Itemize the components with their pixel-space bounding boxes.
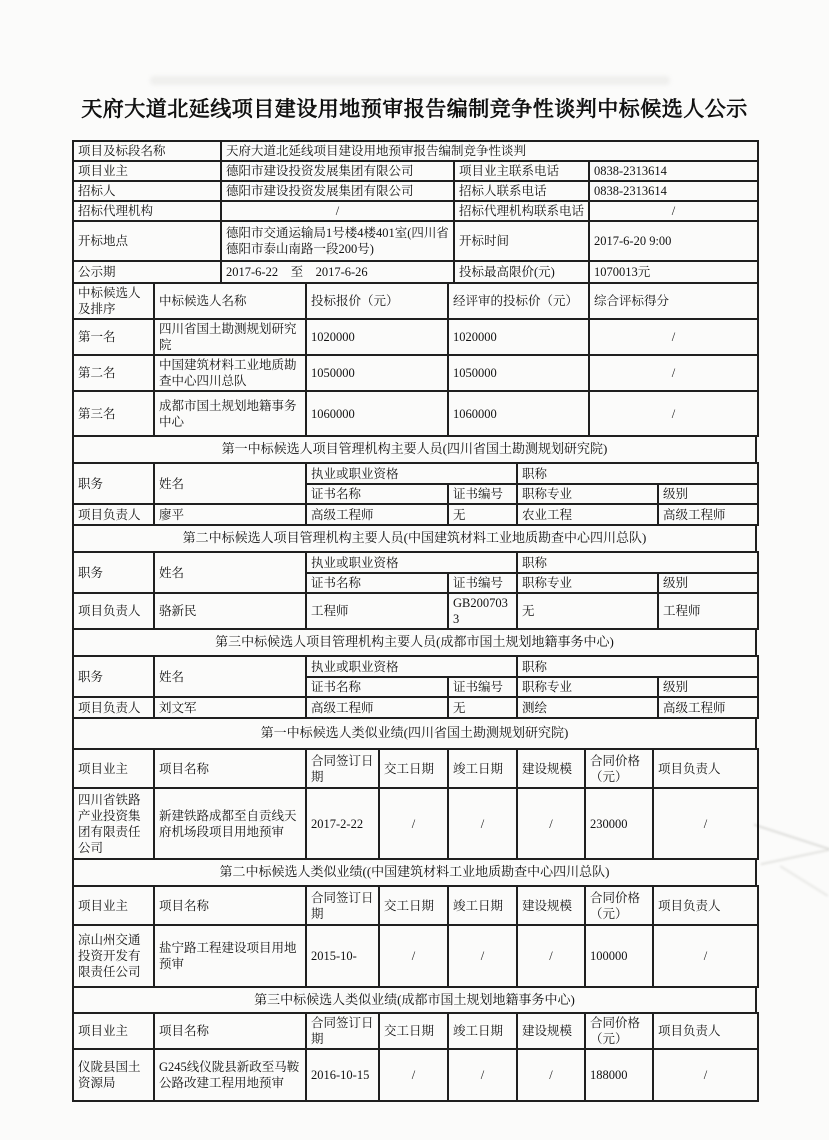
table-row [73, 181, 758, 201]
column-header: 项目负责人 [653, 1013, 758, 1049]
table-row [73, 201, 758, 221]
column-header: 中标候选人及排序 [73, 283, 154, 319]
person-duty: 项目负责人 [73, 504, 154, 525]
table-header-row [73, 552, 758, 573]
info-label: 开标时间 [454, 221, 589, 261]
candidate-name: 中国建筑材料工业地质勘查中心四川总队 [154, 355, 306, 391]
section-title: 第二中标候选人类似业绩((中国建筑材料工业地质勘查中心四川总队) [73, 859, 756, 886]
candidate-evaluated-bid: 1050000 [448, 355, 589, 391]
table-row [73, 504, 758, 525]
column-header: 职称 [517, 463, 758, 484]
performance-table-1 [72, 748, 759, 860]
person-duty: 项目负责人 [73, 593, 154, 629]
info-label: 招标人 [73, 181, 221, 201]
performance-manager: / [653, 1049, 758, 1101]
performance-project: 新建铁路成都至自贡线天府机场段项目用地预审 [154, 788, 306, 859]
personnel-table-2 [72, 551, 759, 630]
column-header: 证书名称 [306, 573, 448, 593]
notice-table [72, 140, 757, 1102]
candidate-evaluated-bid: 1020000 [448, 319, 589, 355]
performance-table-2 [72, 885, 759, 988]
info-label: 招标代理机构 [73, 201, 221, 221]
column-header: 职务 [73, 463, 154, 504]
scan-smudge-artifact [150, 76, 670, 85]
info-value: / [221, 201, 454, 221]
section-header-table [72, 628, 757, 657]
person-cert-no: GB2007033 [448, 593, 517, 629]
info-label: 公示期 [73, 261, 221, 283]
column-header: 项目名称 [154, 886, 306, 925]
paper-crease-artifact [780, 865, 829, 896]
column-header: 职称专业 [517, 573, 658, 593]
performance-project: G245线仪陇县新政至马鞍公路改建工程用地预审 [154, 1049, 306, 1101]
info-label: 投标最高限价(元) [454, 261, 589, 283]
paper-crease-artifact [754, 824, 829, 851]
performance-completion-date: / [448, 925, 517, 987]
candidate-evaluated-bid: 1060000 [448, 391, 589, 436]
column-header: 证书名称 [306, 484, 448, 504]
table-row [73, 697, 758, 718]
table-row [73, 261, 758, 283]
column-header: 经评审的投标价（元） [448, 283, 589, 319]
person-level: 高级工程师 [658, 504, 758, 525]
column-header: 合同签订日期 [306, 886, 379, 925]
section-header-row [73, 987, 756, 1013]
column-header: 竣工日期 [448, 886, 517, 925]
info-label: 开标地点 [73, 221, 221, 261]
column-header: 执业或职业资格 [306, 552, 517, 573]
column-header: 证书编号 [448, 677, 517, 697]
table-header-row [73, 463, 758, 484]
table-row [73, 1049, 758, 1101]
performance-completion-date: / [448, 1049, 517, 1101]
info-value: 2017-6-20 9:00 [589, 221, 758, 261]
column-header: 中标候选人名称 [154, 283, 306, 319]
page-title: 天府大道北延线项目建设用地预审报告编制竞争性谈判中标候选人公示 [81, 97, 748, 121]
person-level: 工程师 [658, 593, 758, 629]
person-cert-no: 无 [448, 504, 517, 525]
section-header-table [72, 986, 757, 1014]
person-cert-name: 高级工程师 [306, 504, 448, 525]
column-header: 建设规模 [517, 1013, 585, 1049]
performance-scale: / [517, 1049, 585, 1101]
personnel-table-1 [72, 462, 759, 526]
column-header: 职务 [73, 552, 154, 593]
info-label: 招标代理机构联系电话 [454, 201, 589, 221]
column-header: 竣工日期 [448, 1013, 517, 1049]
column-header: 项目名称 [154, 1013, 306, 1049]
candidate-name: 成都市国土规划地籍事务中心 [154, 391, 306, 436]
section-title: 第一中标候选人项目管理机构主要人员(四川省国土勘测规划研究院) [73, 436, 756, 463]
info-label: 项目业主 [73, 161, 221, 181]
section-title: 第三中标候选人项目管理机构主要人员(成都市国土规划地籍事务中心) [73, 629, 756, 656]
column-header: 合同价格（元） [585, 749, 653, 788]
performance-handover-date: / [379, 925, 448, 987]
info-value: 天府大道北延线项目建设用地预审报告编制竞争性谈判 [221, 141, 758, 161]
candidate-name: 四川省国土勘测规划研究院 [154, 319, 306, 355]
performance-price: 188000 [585, 1049, 653, 1101]
table-row [73, 593, 758, 629]
section-title: 第二中标候选人项目管理机构主要人员(中国建筑材料工业地质勘查中心四川总队) [73, 525, 756, 552]
candidate-bid: 1050000 [306, 355, 448, 391]
info-value: 德阳市交通运输局1号楼4楼401室(四川省德阳市泰山南路一段200号) [221, 221, 454, 261]
column-header: 合同价格（元） [585, 1013, 653, 1049]
info-value: 0838-2313614 [589, 181, 758, 201]
column-header: 项目业主 [73, 1013, 154, 1049]
person-cert-no: 无 [448, 697, 517, 718]
column-header: 级别 [658, 484, 758, 504]
performance-sign-date: 2017-2-22 [306, 788, 379, 859]
column-header: 竣工日期 [448, 749, 517, 788]
section-header-table [72, 435, 757, 464]
column-header: 合同价格（元） [585, 886, 653, 925]
person-name: 廖平 [154, 504, 306, 525]
person-title-major: 测绘 [517, 697, 658, 718]
column-header: 证书名称 [306, 677, 448, 697]
section-header-row [73, 525, 756, 552]
table-row [73, 141, 758, 161]
table-row [73, 391, 758, 436]
column-header: 证书编号 [448, 484, 517, 504]
column-header: 职务 [73, 656, 154, 697]
info-value: 德阳市建设投资发展集团有限公司 [221, 161, 454, 181]
candidate-bid: 1060000 [306, 391, 448, 436]
column-header: 姓名 [154, 463, 306, 504]
info-value: 德阳市建设投资发展集团有限公司 [221, 181, 454, 201]
performance-table-3 [72, 1012, 759, 1102]
person-title-major: 农业工程 [517, 504, 658, 525]
table-header-row [73, 283, 758, 319]
candidate-score: / [589, 355, 758, 391]
info-value: 0838-2313614 [589, 161, 758, 181]
table-header-row [73, 1013, 758, 1049]
candidates-table [72, 282, 759, 437]
person-level: 高级工程师 [658, 697, 758, 718]
info-value: 1070013元 [589, 261, 758, 283]
column-header: 执业或职业资格 [306, 463, 517, 484]
column-header: 姓名 [154, 552, 306, 593]
column-header: 综合评标得分 [589, 283, 758, 319]
column-header: 建设规模 [517, 886, 585, 925]
column-header: 项目负责人 [653, 749, 758, 788]
info-value: / [589, 201, 758, 221]
info-label: 项目业主联系电话 [454, 161, 589, 181]
person-duty: 项目负责人 [73, 697, 154, 718]
candidate-rank: 第二名 [73, 355, 154, 391]
column-header: 证书编号 [448, 573, 517, 593]
table-row [73, 925, 758, 987]
column-header: 职称 [517, 656, 758, 677]
table-row [73, 788, 758, 859]
person-name: 骆新民 [154, 593, 306, 629]
candidate-score: / [589, 391, 758, 436]
section-title: 第三中标候选人类似业绩(成都市国土规划地籍事务中心) [73, 987, 756, 1013]
performance-owner: 四川省铁路产业投资集团有限责任公司 [73, 788, 154, 859]
column-header: 合同签订日期 [306, 1013, 379, 1049]
column-header: 职称专业 [517, 484, 658, 504]
column-header: 级别 [658, 573, 758, 593]
performance-owner: 凉山州交通投资开发有限责任公司 [73, 925, 154, 987]
performance-handover-date: / [379, 1049, 448, 1101]
section-header-row [73, 629, 756, 656]
performance-price: 100000 [585, 925, 653, 987]
column-header: 项目负责人 [653, 886, 758, 925]
personnel-table-3 [72, 655, 759, 719]
info-label: 项目及标段名称 [73, 141, 221, 161]
performance-owner: 仪陇县国土资源局 [73, 1049, 154, 1101]
candidate-bid: 1020000 [306, 319, 448, 355]
column-header: 项目业主 [73, 886, 154, 925]
column-header: 执业或职业资格 [306, 656, 517, 677]
table-row [73, 355, 758, 391]
section-header-table [72, 524, 757, 553]
person-cert-name: 工程师 [306, 593, 448, 629]
section-title: 第一中标候选人类似业绩(四川省国土勘测规划研究院) [73, 718, 756, 749]
info-value: 2017-6-22 至 2017-6-26 [221, 261, 454, 283]
performance-project: 盐宁路工程建设项目用地预审 [154, 925, 306, 987]
table-header-row [73, 749, 758, 788]
person-cert-name: 高级工程师 [306, 697, 448, 718]
performance-handover-date: / [379, 788, 448, 859]
table-row [73, 319, 758, 355]
table-header-row [73, 886, 758, 925]
performance-sign-date: 2015-10- [306, 925, 379, 987]
column-header: 职称专业 [517, 677, 658, 697]
person-title-major: 无 [517, 593, 658, 629]
candidate-rank: 第一名 [73, 319, 154, 355]
section-header-table [72, 858, 757, 887]
column-header: 姓名 [154, 656, 306, 697]
table-header-row [73, 656, 758, 677]
candidate-rank: 第三名 [73, 391, 154, 436]
table-row [73, 161, 758, 181]
column-header: 建设规模 [517, 749, 585, 788]
section-header-row [73, 859, 756, 886]
column-header: 投标报价（元） [306, 283, 448, 319]
performance-sign-date: 2016-10-15 [306, 1049, 379, 1101]
section-header-row [73, 718, 756, 749]
column-header: 合同签订日期 [306, 749, 379, 788]
column-header: 项目业主 [73, 749, 154, 788]
project-info-table [72, 140, 759, 284]
performance-manager: / [653, 788, 758, 859]
column-header: 交工日期 [379, 1013, 448, 1049]
performance-price: 230000 [585, 788, 653, 859]
performance-scale: / [517, 925, 585, 987]
table-row [73, 221, 758, 261]
info-label: 招标人联系电话 [454, 181, 589, 201]
person-name: 刘文军 [154, 697, 306, 718]
column-header: 项目名称 [154, 749, 306, 788]
column-header: 职称 [517, 552, 758, 573]
performance-completion-date: / [448, 788, 517, 859]
column-header: 交工日期 [379, 886, 448, 925]
performance-scale: / [517, 788, 585, 859]
performance-manager: / [653, 925, 758, 987]
section-header-row [73, 436, 756, 463]
paper-crease-artifact [761, 849, 829, 866]
section-header-table [72, 717, 757, 750]
column-header: 交工日期 [379, 749, 448, 788]
candidate-score: / [589, 319, 758, 355]
column-header: 级别 [658, 677, 758, 697]
